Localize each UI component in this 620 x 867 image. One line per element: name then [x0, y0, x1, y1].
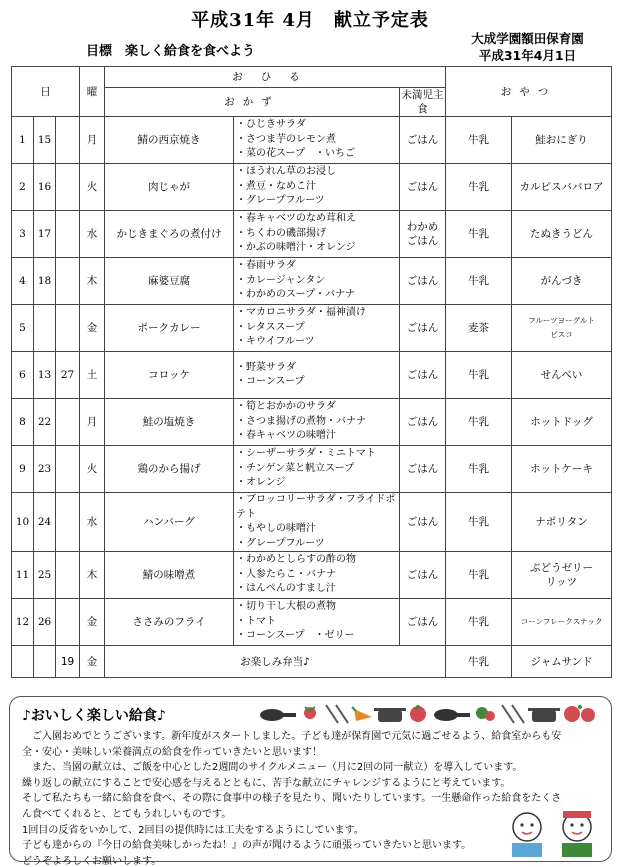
day-cell: 2 [12, 164, 34, 211]
header-weekday: 曜 [80, 67, 105, 117]
day-cell [34, 646, 56, 678]
issue-date: 平成31年4月1日 [478, 48, 577, 63]
day-cell [56, 258, 80, 305]
sides-cell [234, 599, 400, 646]
pan-icon [260, 709, 296, 721]
snack-cell: ジャムサンド [512, 646, 612, 678]
day-cell: 16 [34, 164, 56, 211]
side-dish: ・ほうれん草のお浸し [236, 166, 337, 178]
day-cell: 15 [34, 117, 56, 164]
food-illustration [250, 701, 600, 727]
table-row [12, 446, 612, 493]
main-dish-cell: かじきまぐろの煮付け [105, 211, 234, 258]
header-snack: おやつ [446, 67, 612, 117]
day-cell: 27 [56, 352, 80, 399]
snack-cell: コーンフレークスナック [512, 599, 612, 646]
side-dish: ・ちくわの磯部揚げ [236, 227, 327, 239]
table-row [12, 493, 612, 552]
side-dish: ・マカロニサラダ・福神漬け [236, 307, 366, 319]
child-icon [562, 811, 592, 857]
rice-cell: ごはん [400, 117, 446, 164]
side-dish: ・トマト [236, 615, 277, 627]
rice-cell: ごはん [400, 599, 446, 646]
side-dish: ・ブロッコリーサラダ・フライドポテト [236, 494, 396, 520]
header-day: 日 [12, 67, 80, 117]
snack-cell: フルーツヨーグルト ビスコ [512, 305, 612, 352]
tomato-icon [564, 705, 595, 722]
main-dish-cell: 鯖の味噌煮 [105, 552, 234, 599]
drink-cell: 牛乳 [446, 493, 512, 552]
day-cell: 3 [12, 211, 34, 258]
goal-text: 目標 楽しく給食を食べよう [86, 44, 256, 59]
sides-cell [234, 493, 400, 552]
side-dish: ・ひじきサラダ [236, 119, 306, 131]
table-row [12, 352, 612, 399]
day-cell [56, 493, 80, 552]
rice-cell: ごはん [400, 399, 446, 446]
drink-cell: 牛乳 [446, 211, 512, 258]
message-line: ご入園おめでとうございます。新年度がスタートしました。子ども達が保育園で元気に過ごせるよう、給食室からも安 [22, 731, 562, 742]
snack-cell: ぶどうゼリー リッツ [512, 552, 612, 599]
side-dish: ・さつま揚げの煮物・バナナ [236, 415, 367, 427]
side-dish: ・切り干し大根の煮物 [236, 601, 337, 613]
day-cell: 19 [56, 646, 80, 678]
vegetable-icon [304, 707, 316, 719]
day-cell: 18 [34, 258, 56, 305]
message-line: ん食べてくれると、とてもうれしいものです。 [22, 808, 232, 820]
message-line: どうぞよろしくお願いします。 [22, 855, 162, 867]
sides-cell [234, 117, 400, 164]
sides-cell [234, 164, 400, 211]
main-dish-cell: 鯖の西京焼き [105, 117, 234, 164]
weekday-cell: 木 [80, 552, 105, 599]
day-cell [56, 117, 80, 164]
weekday-cell: 水 [80, 493, 105, 552]
day-cell: 12 [12, 599, 34, 646]
side-dish: ・グレープフルーツ [236, 537, 325, 549]
side-dish: ・レタススープ [236, 321, 305, 333]
side-dish: ・春キャベツのなめ茸和え [236, 213, 357, 225]
bento-cell: お楽しみ弁当♪ [105, 646, 446, 678]
rice-cell: ごはん [400, 446, 446, 493]
table-row [12, 599, 612, 646]
day-cell [56, 599, 80, 646]
main-dish-cell: ハンバーグ [105, 493, 234, 552]
day-cell: 11 [12, 552, 34, 599]
organization-block [440, 30, 615, 64]
snack-cell: たぬきうどん [512, 211, 612, 258]
snack-cell: カルピスババロア [512, 164, 612, 211]
drink-cell: 牛乳 [446, 117, 512, 164]
rice-cell: ごはん [400, 164, 446, 211]
org-name: 大成学園額田保育園 [471, 31, 584, 46]
side-dish: ・オレンジ [236, 477, 286, 489]
main-dish-cell: ささみのフライ [105, 599, 234, 646]
snack-cell: ホットドッグ [512, 399, 612, 446]
day-cell: 9 [12, 446, 34, 493]
day-cell: 24 [34, 493, 56, 552]
pot-icon [528, 708, 560, 722]
side-dish: ・春キャベツの味噌汁 [236, 430, 337, 442]
day-cell [56, 446, 80, 493]
header-side: おかず [105, 88, 400, 117]
main-dish-cell: コロッケ [105, 352, 234, 399]
side-dish: ・人参たらこ・バナナ [236, 568, 337, 580]
table-row [12, 399, 612, 446]
side-dish: ・菜の花スープ ・いちご [236, 148, 356, 160]
vegetable-icon [476, 707, 495, 721]
main-dish-cell: ポークカレー [105, 305, 234, 352]
message-line: 子ども達からの『今日の給食美味しかったね！』の声が聞けるように頑張っていきたいと思います。 [22, 840, 472, 852]
sides-cell [234, 211, 400, 258]
day-cell [56, 164, 80, 211]
day-cell: 26 [34, 599, 56, 646]
menu-table [11, 66, 612, 678]
weekday-cell: 水 [80, 211, 105, 258]
snack-cell: ホットケーキ [512, 446, 612, 493]
day-cell [12, 646, 34, 678]
message-line: そして私たちも一緒に給食を食べ、その際に食事中の様子を見たり、聞いたりしています。一生懸命作った給食をたくさ [22, 793, 562, 805]
drink-cell: 牛乳 [446, 646, 512, 678]
message-line: 全・安心・美味しい栄養満点の給食を作っていきたいと思います！ [22, 746, 322, 758]
drink-cell: 牛乳 [446, 258, 512, 305]
drink-cell: 牛乳 [446, 164, 512, 211]
side-dish: ・わかめのスープ・バナナ [236, 289, 356, 301]
pot-icon [374, 708, 406, 722]
side-dish: ・はんぺんのすまし汁 [236, 583, 336, 595]
day-cell: 22 [34, 399, 56, 446]
weekday-cell: 月 [80, 399, 105, 446]
page-title: 平成31年 4月 献立予定表 [191, 10, 429, 31]
message-box [9, 696, 612, 867]
side-dish: ・カレージャンタン [236, 274, 326, 286]
weekday-cell: 金 [80, 646, 105, 678]
weekday-cell: 火 [80, 446, 105, 493]
side-dish: ・グレープフルーツ [236, 195, 325, 207]
drink-cell: 麦茶 [446, 305, 512, 352]
weekday-cell: 金 [80, 305, 105, 352]
main-dish-cell: 麻婆豆腐 [105, 258, 234, 305]
sides-cell [234, 552, 400, 599]
sides-cell [234, 258, 400, 305]
day-cell: 23 [34, 446, 56, 493]
day-cell: 10 [12, 493, 34, 552]
side-dish: ・わかめとしらすの酢の物 [236, 554, 357, 566]
side-dish: ・野菜サラダ [236, 361, 296, 373]
drink-cell: 牛乳 [446, 399, 512, 446]
snack-cell: がんづき [512, 258, 612, 305]
sides-cell [234, 399, 400, 446]
side-dish: ・筍とおかかのサラダ [236, 401, 336, 413]
rice-cell: ごはん [400, 352, 446, 399]
rice-cell: ごはん [400, 305, 446, 352]
side-dish: ・コーンスープ ・ゼリー [236, 630, 355, 642]
day-cell [56, 399, 80, 446]
carrot-icon [352, 707, 372, 721]
children-illustration [502, 807, 607, 859]
rice-cell: ごはん [400, 552, 446, 599]
table-row [12, 305, 612, 352]
rice-cell: ごはん [400, 493, 446, 552]
day-cell: 17 [34, 211, 56, 258]
weekday-cell: 木 [80, 258, 105, 305]
weekday-cell: 火 [80, 164, 105, 211]
snack-cell: ナポリタン [512, 493, 612, 552]
day-cell: 25 [34, 552, 56, 599]
table-row [12, 258, 612, 305]
day-cell: 1 [12, 117, 34, 164]
table-row-bento [12, 646, 612, 678]
day-cell [56, 305, 80, 352]
child-icon [512, 813, 542, 857]
tomato-icon [410, 705, 426, 722]
weekday-cell: 月 [80, 117, 105, 164]
rice-cell: ごはん [400, 258, 446, 305]
header-rice: 未満児主食 [400, 88, 446, 117]
day-cell [34, 305, 56, 352]
menu-body [12, 117, 612, 646]
side-dish: ・春雨サラダ [236, 260, 296, 272]
side-dish: ・シーザーサラダ・ミニトマト [236, 448, 376, 460]
main-dish-cell: 鮭の塩焼き [105, 399, 234, 446]
pan-icon [434, 709, 470, 721]
drink-cell: 牛乳 [446, 599, 512, 646]
side-dish: ・もやしの味噌汁 [236, 523, 317, 534]
snack-cell: 鮭おにぎり [512, 117, 612, 164]
table-row [12, 164, 612, 211]
side-dish: ・さつま芋のレモン煮 [236, 133, 337, 145]
utensil-icon [326, 705, 348, 723]
message-line: また、当園の献立は、ご飯を中心とした2週間のサイクルメニュー（月に2回の同一献立）を導入しています。 [22, 762, 523, 774]
main-dish-cell: 肉じゃが [105, 164, 234, 211]
side-dish: ・コーンスープ [236, 376, 305, 387]
message-line: 1回目の反省をいかして、2回目の提供時には工夫をするようにしています。 [22, 824, 364, 836]
utensil-icon [502, 705, 524, 723]
side-dish: ・チンゲン菜と帆立スープ [236, 462, 355, 474]
sides-cell [234, 446, 400, 493]
drink-cell: 牛乳 [446, 552, 512, 599]
drink-cell: 牛乳 [446, 352, 512, 399]
table-row [12, 117, 612, 164]
main-dish-cell: 鶏のから揚げ [105, 446, 234, 493]
drink-cell: 牛乳 [446, 446, 512, 493]
day-cell: 8 [12, 399, 34, 446]
message-title: ♪おいしく楽しい給食♪ [22, 708, 166, 724]
day-cell [56, 211, 80, 258]
side-dish: ・かぶの味噌汁・オレンジ [236, 242, 356, 254]
side-dish: ・煮豆・なめこ汁 [236, 180, 317, 192]
snack-cell: せんべい [512, 352, 612, 399]
day-cell: 4 [12, 258, 34, 305]
day-cell [56, 552, 80, 599]
side-dish: ・キウイフルーツ [236, 336, 315, 348]
table-row [12, 211, 612, 258]
table-row [12, 552, 612, 599]
weekday-cell: 土 [80, 352, 105, 399]
sides-cell [234, 305, 400, 352]
rice-cell: わかめ ごはん [400, 211, 446, 258]
sides-cell [234, 352, 400, 399]
weekday-cell: 金 [80, 599, 105, 646]
day-cell: 5 [12, 305, 34, 352]
day-cell: 13 [34, 352, 56, 399]
header-lunch: おひる [105, 67, 446, 88]
day-cell: 6 [12, 352, 34, 399]
message-line: 繰り返しの献立にすることで安心感を与えるとともに、苦手な献立にチャレンジするようにと考えています。 [22, 777, 511, 789]
